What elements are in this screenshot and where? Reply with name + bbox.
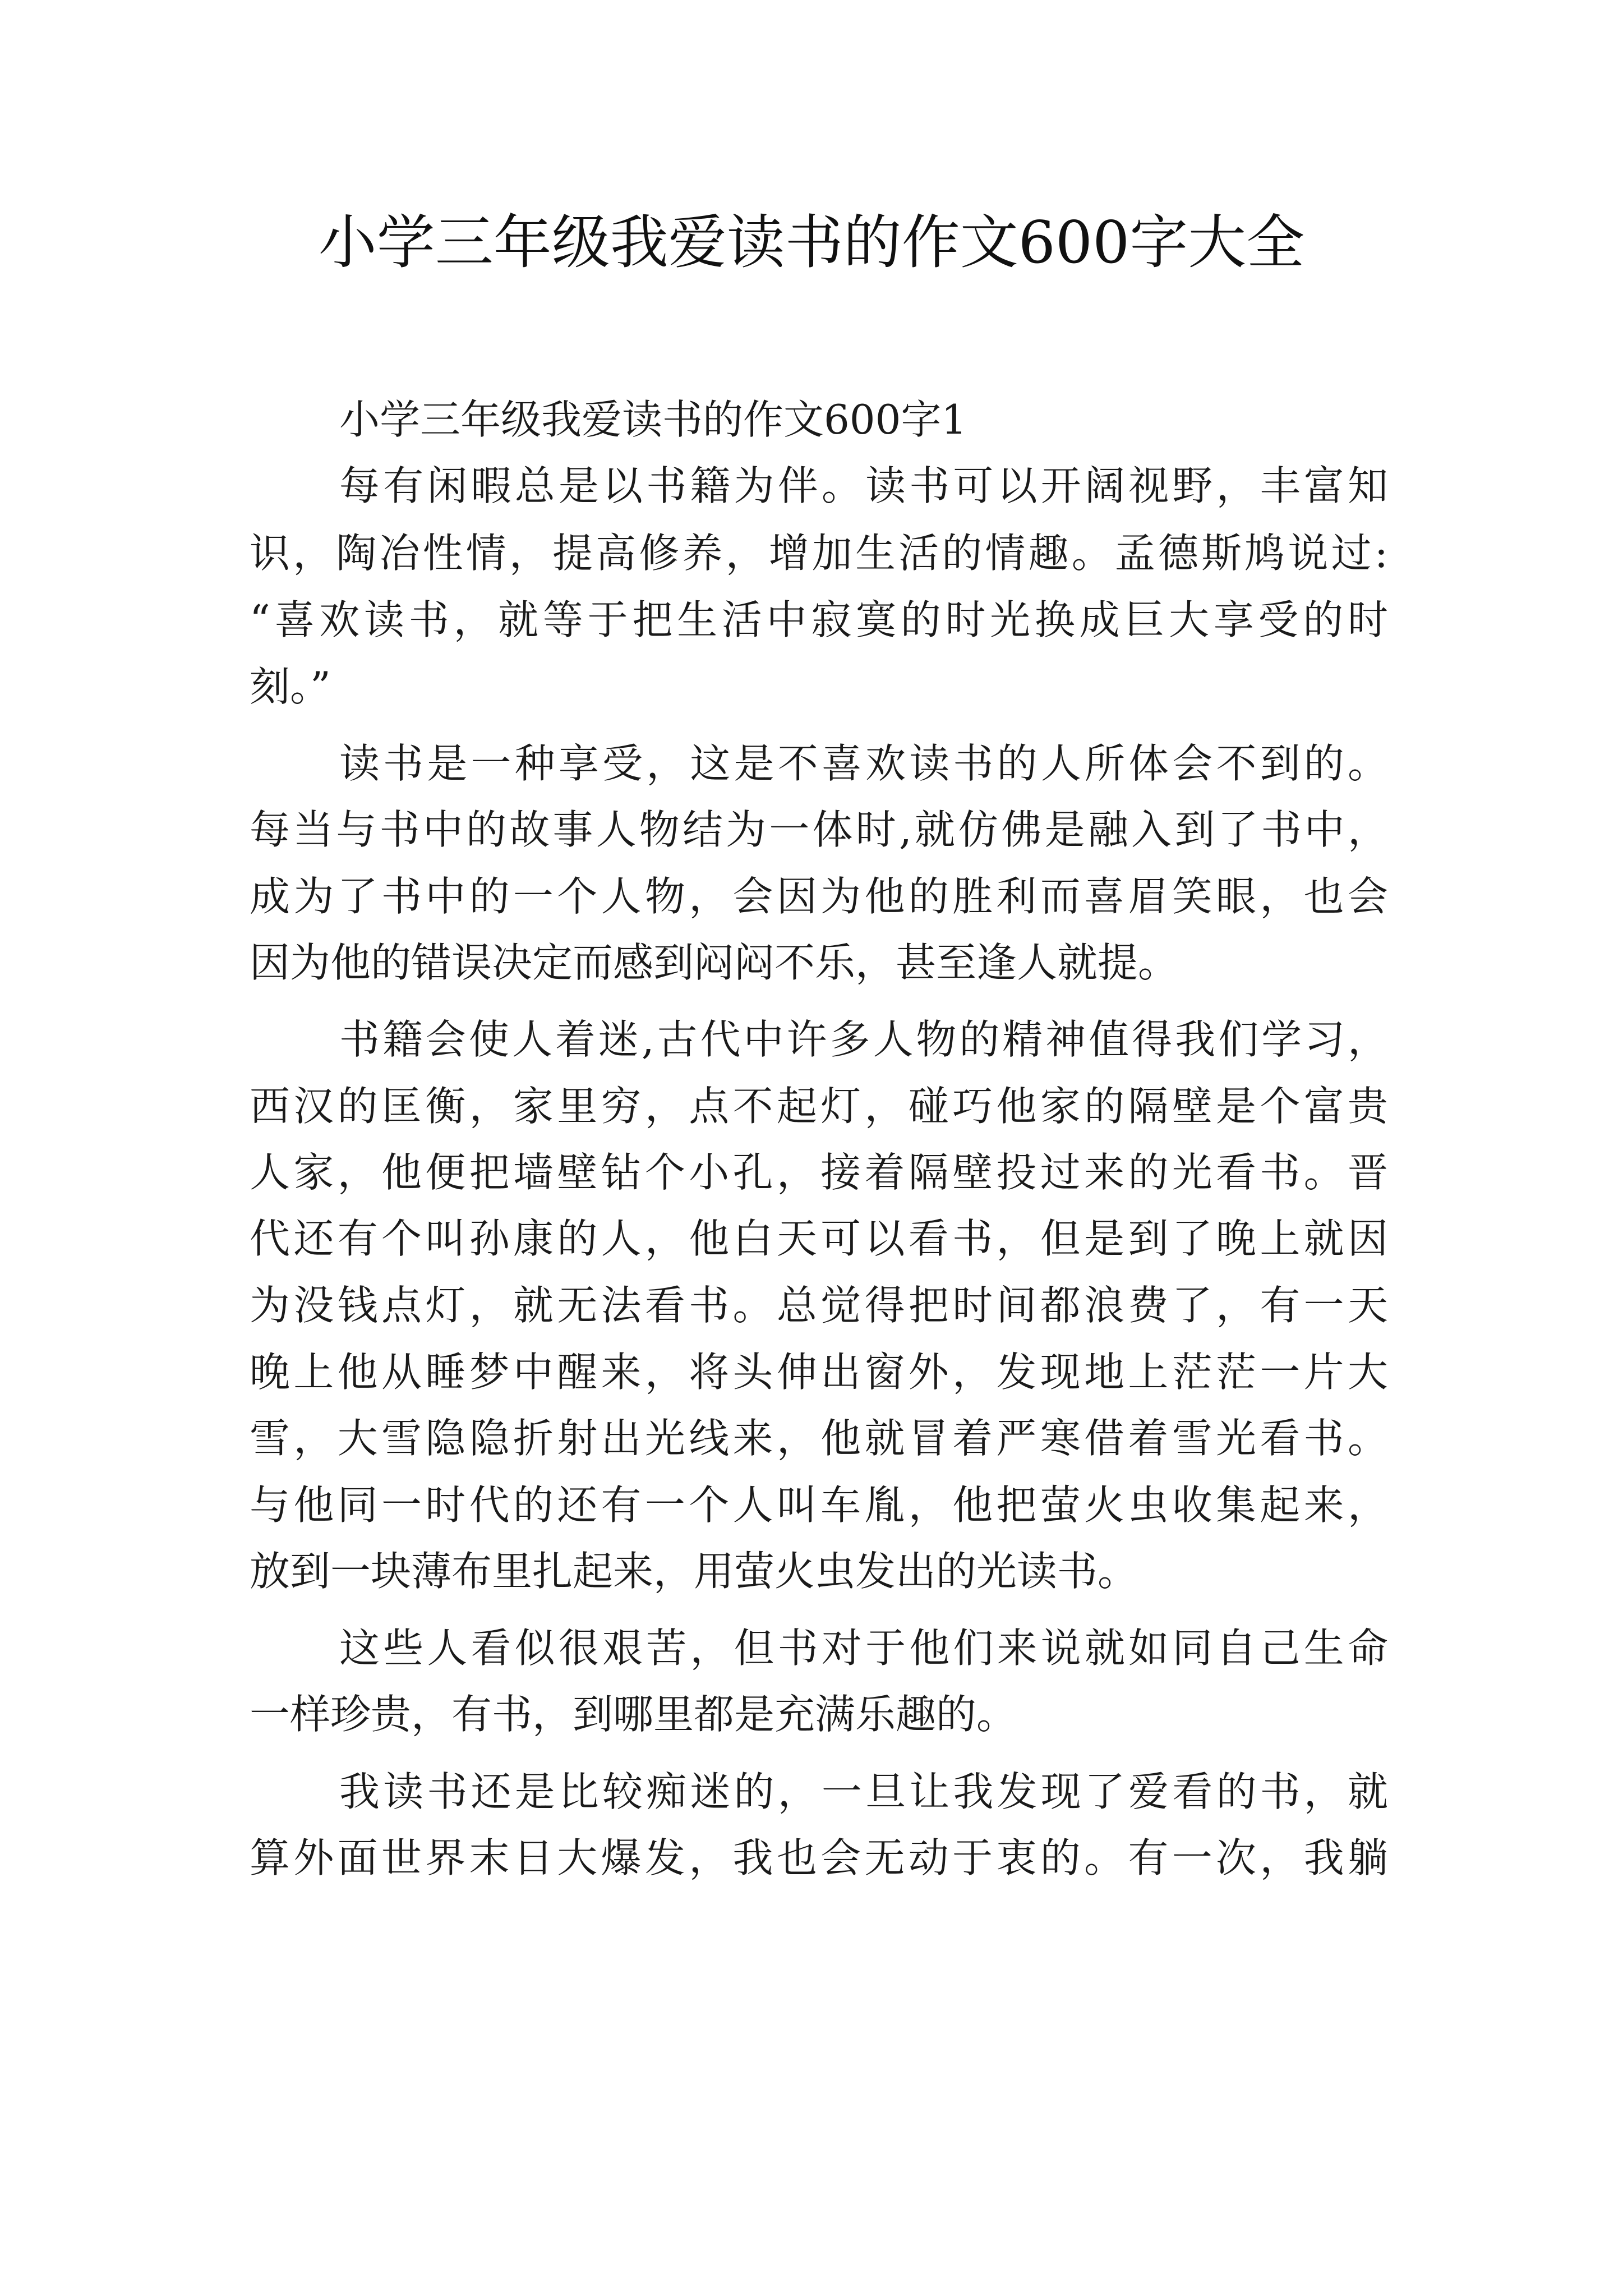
paragraph-line: 与他同一时代的还有一个人叫车胤，他把萤火虫收集起来，: [250, 1481, 1388, 1529]
paragraph-line: 因为他的错误决定而感到闷闷不乐，甚至逢人就提。: [250, 939, 1179, 986]
paragraph-line: 代还有个叫孙康的人，他白天可以看书，但是到了晚上就因: [250, 1215, 1388, 1262]
paragraph-line: 人家，他便把墙壁钻个小孔，接着隔壁投过来的光看书。晋: [250, 1149, 1388, 1196]
paragraph-line: 雪，大雪隐隐折射出光线来，他就冒着严寒借着雪光看书。: [250, 1415, 1388, 1462]
paragraph-line: 每有闲暇总是以书籍为伴。读书可以开阔视野，丰富知: [339, 462, 1388, 509]
paragraph-line: 读书是一种享受，这是不喜欢读书的人所体会不到的。: [339, 740, 1388, 787]
paragraph-line: 为没钱点灯，就无法看书。总觉得把时间都浪费了，有一天: [250, 1282, 1388, 1329]
paragraph-line: “喜欢读书，就等于把生活中寂寞的时光换成巨大享受的时: [250, 596, 1388, 643]
paragraph-line: 我读书还是比较痴迷的，一旦让我发现了爱看的书，就: [339, 1768, 1388, 1815]
paragraph-line: 识，陶冶性情，提高修养，增加生活的情趣。孟德斯鸠说过:: [250, 530, 1388, 577]
paragraph-line: 西汉的匡衡，家里穷，点不起灯，碰巧他家的隔壁是个富贵: [250, 1083, 1388, 1130]
paragraph-line: 刻。”: [250, 663, 331, 710]
paragraph-line: 这些人看似很艰苦，但书对于他们来说就如同自己生命: [339, 1625, 1388, 1672]
paragraph-line: 一样珍贵，有书，到哪里都是充满乐趣的。: [250, 1691, 1017, 1738]
document-title: 小学三年级我爱读书的作文600字大全: [318, 208, 1305, 277]
paragraph-line: 每当与书中的故事人物结为一体时,就仿佛是融入到了书中，: [250, 806, 1388, 853]
paragraph-line: 晚上他从睡梦中醒来，将头伸出窗外，发现地上茫茫一片大: [250, 1349, 1388, 1396]
paragraph-line: 算外面世界末日大爆发，我也会无动于衷的。有一次，我躺: [250, 1834, 1388, 1881]
paragraph-line: 书籍会使人着迷,古代中许多人物的精神值得我们学习，: [339, 1016, 1388, 1063]
paragraph-line: 成为了书中的一个人物，会因为他的胜利而喜眉笑眼，也会: [250, 873, 1388, 920]
essay-subtitle: 小学三年级我爱读书的作文600字1: [339, 396, 967, 443]
paragraph-line: 放到一块薄布里扎起来，用萤火虫发出的光读书。: [250, 1548, 1138, 1595]
